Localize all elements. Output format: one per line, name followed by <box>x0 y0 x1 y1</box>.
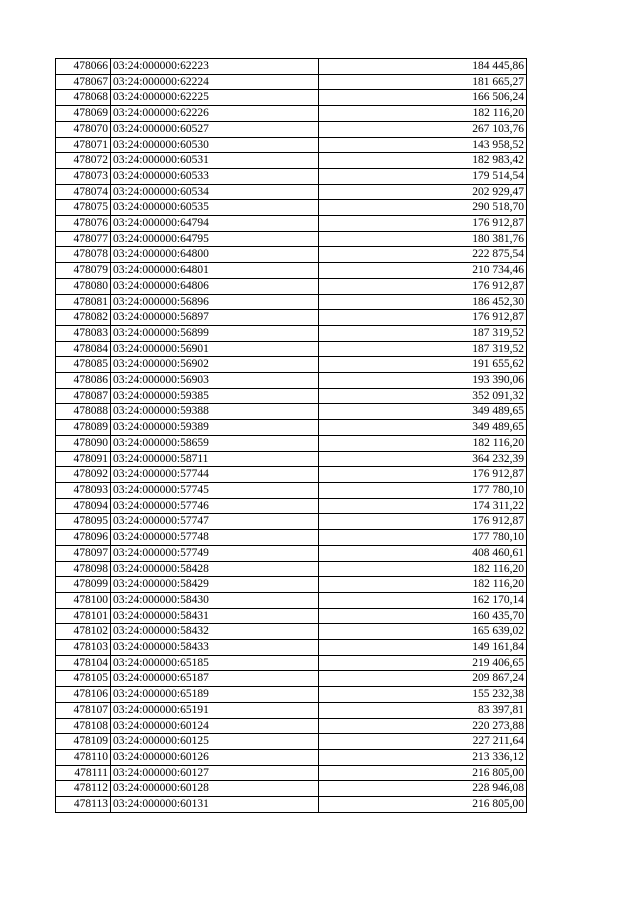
value-cell: 202 929,47 <box>319 184 527 200</box>
row-number-cell: 478110 <box>56 749 111 765</box>
row-number-cell: 478103 <box>56 640 111 656</box>
cadastral-number-cell: 03:24:000000:56896 <box>111 294 319 310</box>
table-row <box>56 74 527 90</box>
value-cell: 181 665,27 <box>319 74 527 90</box>
table-row <box>56 655 527 671</box>
table-row <box>56 247 527 263</box>
row-number-cell: 478101 <box>56 608 111 624</box>
cadastral-number-cell: 03:24:000000:60533 <box>111 168 319 184</box>
value-cell: 162 170,14 <box>319 592 527 608</box>
cadastral-number-cell: 03:24:000000:60124 <box>111 718 319 734</box>
row-number-cell: 478083 <box>56 325 111 341</box>
row-number-cell: 478086 <box>56 373 111 389</box>
row-number-cell: 478081 <box>56 294 111 310</box>
row-number-cell: 478078 <box>56 247 111 263</box>
table-row <box>56 514 527 530</box>
table-row <box>56 797 527 813</box>
table-row <box>56 137 527 153</box>
value-cell: 149 161,84 <box>319 640 527 656</box>
table-row <box>56 702 527 718</box>
value-cell: 176 912,87 <box>319 514 527 530</box>
value-cell: 227 211,64 <box>319 734 527 750</box>
cadastral-number-cell: 03:24:000000:60125 <box>111 734 319 750</box>
value-cell: 180 381,76 <box>319 231 527 247</box>
value-cell: 160 435,70 <box>319 608 527 624</box>
table-row <box>56 435 527 451</box>
cadastral-number-cell: 03:24:000000:60128 <box>111 781 319 797</box>
cadastral-number-cell: 03:24:000000:56901 <box>111 341 319 357</box>
value-cell: 349 489,65 <box>319 420 527 436</box>
table-row <box>56 263 527 279</box>
row-number-cell: 478070 <box>56 121 111 137</box>
row-number-cell: 478066 <box>56 59 111 75</box>
row-number-cell: 478113 <box>56 797 111 813</box>
row-number-cell: 478096 <box>56 530 111 546</box>
cadastral-number-cell: 03:24:000000:58433 <box>111 640 319 656</box>
cadastral-number-cell: 03:24:000000:60131 <box>111 797 319 813</box>
cadastral-number-cell: 03:24:000000:57749 <box>111 545 319 561</box>
table-row <box>56 310 527 326</box>
table-row <box>56 734 527 750</box>
table-row <box>56 718 527 734</box>
cadastral-number-cell: 03:24:000000:62224 <box>111 74 319 90</box>
table-row <box>56 294 527 310</box>
table-row <box>56 482 527 498</box>
table-row <box>56 592 527 608</box>
cadastral-number-cell: 03:24:000000:58430 <box>111 592 319 608</box>
table-row <box>56 278 527 294</box>
value-cell: 83 397,81 <box>319 702 527 718</box>
row-number-cell: 478084 <box>56 341 111 357</box>
cadastral-number-cell: 03:24:000000:60534 <box>111 184 319 200</box>
value-cell: 216 805,00 <box>319 797 527 813</box>
value-cell: 177 780,10 <box>319 530 527 546</box>
value-cell: 176 912,87 <box>319 310 527 326</box>
cadastral-number-cell: 03:24:000000:65191 <box>111 702 319 718</box>
cadastral-number-cell: 03:24:000000:57747 <box>111 514 319 530</box>
value-cell: 155 232,38 <box>319 687 527 703</box>
row-number-cell: 478087 <box>56 388 111 404</box>
table-row <box>56 498 527 514</box>
cadastral-number-cell: 03:24:000000:60527 <box>111 121 319 137</box>
row-number-cell: 478107 <box>56 702 111 718</box>
value-cell: 187 319,52 <box>319 325 527 341</box>
table-row <box>56 781 527 797</box>
cadastral-number-cell: 03:24:000000:58659 <box>111 435 319 451</box>
row-number-cell: 478077 <box>56 231 111 247</box>
cadastral-number-cell: 03:24:000000:64801 <box>111 263 319 279</box>
row-number-cell: 478098 <box>56 561 111 577</box>
row-number-cell: 478079 <box>56 263 111 279</box>
table-row <box>56 121 527 137</box>
table-row <box>56 624 527 640</box>
value-cell: 143 958,52 <box>319 137 527 153</box>
cadastral-number-cell: 03:24:000000:57748 <box>111 530 319 546</box>
cadastral-number-cell: 03:24:000000:56899 <box>111 325 319 341</box>
row-number-cell: 478071 <box>56 137 111 153</box>
cadastral-number-cell: 03:24:000000:64806 <box>111 278 319 294</box>
cadastral-number-cell: 03:24:000000:56903 <box>111 373 319 389</box>
value-cell: 182 116,20 <box>319 435 527 451</box>
cadastral-number-cell: 03:24:000000:60127 <box>111 765 319 781</box>
table-row <box>56 216 527 232</box>
cadastral-number-cell: 03:24:000000:57744 <box>111 467 319 483</box>
row-number-cell: 478069 <box>56 106 111 122</box>
table-row <box>56 341 527 357</box>
row-number-cell: 478097 <box>56 545 111 561</box>
value-cell: 176 912,87 <box>319 216 527 232</box>
value-cell: 228 946,08 <box>319 781 527 797</box>
cadastral-number-cell: 03:24:000000:62226 <box>111 106 319 122</box>
value-cell: 408 460,61 <box>319 545 527 561</box>
cadastral-number-cell: 03:24:000000:59385 <box>111 388 319 404</box>
row-number-cell: 478111 <box>56 765 111 781</box>
value-cell: 364 232,39 <box>319 451 527 467</box>
cadastral-number-cell: 03:24:000000:58432 <box>111 624 319 640</box>
value-cell: 210 734,46 <box>319 263 527 279</box>
row-number-cell: 478075 <box>56 200 111 216</box>
document-page <box>55 58 526 813</box>
row-number-cell: 478089 <box>56 420 111 436</box>
row-number-cell: 478108 <box>56 718 111 734</box>
table-row <box>56 749 527 765</box>
row-number-cell: 478090 <box>56 435 111 451</box>
row-number-cell: 478100 <box>56 592 111 608</box>
value-cell: 216 805,00 <box>319 765 527 781</box>
cadastral-number-cell: 03:24:000000:65189 <box>111 687 319 703</box>
row-number-cell: 478105 <box>56 671 111 687</box>
row-number-cell: 478109 <box>56 734 111 750</box>
cadastral-number-cell: 03:24:000000:58428 <box>111 561 319 577</box>
cadastral-number-cell: 03:24:000000:62223 <box>111 59 319 75</box>
table-row <box>56 106 527 122</box>
cadastral-number-cell: 03:24:000000:59388 <box>111 404 319 420</box>
table-row <box>56 404 527 420</box>
row-number-cell: 478099 <box>56 577 111 593</box>
data-table <box>55 58 527 813</box>
cadastral-number-cell: 03:24:000000:58429 <box>111 577 319 593</box>
table-row <box>56 765 527 781</box>
value-cell: 182 116,20 <box>319 561 527 577</box>
table-row <box>56 168 527 184</box>
row-number-cell: 478082 <box>56 310 111 326</box>
cadastral-number-cell: 03:24:000000:60530 <box>111 137 319 153</box>
table-row <box>56 325 527 341</box>
table-row <box>56 451 527 467</box>
table-row <box>56 687 527 703</box>
table-row <box>56 357 527 373</box>
table-row <box>56 231 527 247</box>
value-cell: 213 336,12 <box>319 749 527 765</box>
table-row <box>56 467 527 483</box>
table-row <box>56 608 527 624</box>
value-cell: 219 406,65 <box>319 655 527 671</box>
row-number-cell: 478112 <box>56 781 111 797</box>
value-cell: 176 912,87 <box>319 278 527 294</box>
table-row <box>56 388 527 404</box>
table-row <box>56 184 527 200</box>
row-number-cell: 478095 <box>56 514 111 530</box>
value-cell: 352 091,32 <box>319 388 527 404</box>
cadastral-number-cell: 03:24:000000:57746 <box>111 498 319 514</box>
table-body <box>56 59 527 813</box>
row-number-cell: 478092 <box>56 467 111 483</box>
value-cell: 182 116,20 <box>319 577 527 593</box>
cadastral-number-cell: 03:24:000000:57745 <box>111 482 319 498</box>
cadastral-number-cell: 03:24:000000:56902 <box>111 357 319 373</box>
table-row <box>56 545 527 561</box>
value-cell: 176 912,87 <box>319 467 527 483</box>
table-row <box>56 640 527 656</box>
row-number-cell: 478068 <box>56 90 111 106</box>
cadastral-number-cell: 03:24:000000:64795 <box>111 231 319 247</box>
row-number-cell: 478073 <box>56 168 111 184</box>
cadastral-number-cell: 03:24:000000:60531 <box>111 153 319 169</box>
row-number-cell: 478072 <box>56 153 111 169</box>
cadastral-number-cell: 03:24:000000:58431 <box>111 608 319 624</box>
row-number-cell: 478076 <box>56 216 111 232</box>
table-row <box>56 420 527 436</box>
cadastral-number-cell: 03:24:000000:65185 <box>111 655 319 671</box>
cadastral-number-cell: 03:24:000000:62225 <box>111 90 319 106</box>
value-cell: 179 514,54 <box>319 168 527 184</box>
table-row <box>56 90 527 106</box>
row-number-cell: 478074 <box>56 184 111 200</box>
value-cell: 191 655,62 <box>319 357 527 373</box>
value-cell: 166 506,24 <box>319 90 527 106</box>
value-cell: 220 273,88 <box>319 718 527 734</box>
value-cell: 222 875,54 <box>319 247 527 263</box>
cadastral-number-cell: 03:24:000000:64800 <box>111 247 319 263</box>
value-cell: 209 867,24 <box>319 671 527 687</box>
value-cell: 186 452,30 <box>319 294 527 310</box>
value-cell: 184 445,86 <box>319 59 527 75</box>
cadastral-number-cell: 03:24:000000:64794 <box>111 216 319 232</box>
table-row <box>56 561 527 577</box>
cadastral-number-cell: 03:24:000000:65187 <box>111 671 319 687</box>
value-cell: 193 390,06 <box>319 373 527 389</box>
value-cell: 165 639,02 <box>319 624 527 640</box>
row-number-cell: 478085 <box>56 357 111 373</box>
value-cell: 174 311,22 <box>319 498 527 514</box>
table-row <box>56 153 527 169</box>
value-cell: 182 983,42 <box>319 153 527 169</box>
row-number-cell: 478080 <box>56 278 111 294</box>
value-cell: 182 116,20 <box>319 106 527 122</box>
table-row <box>56 59 527 75</box>
table-row <box>56 373 527 389</box>
value-cell: 187 319,52 <box>319 341 527 357</box>
cadastral-number-cell: 03:24:000000:60126 <box>111 749 319 765</box>
cadastral-number-cell: 03:24:000000:60535 <box>111 200 319 216</box>
table-row <box>56 577 527 593</box>
row-number-cell: 478102 <box>56 624 111 640</box>
value-cell: 290 518,70 <box>319 200 527 216</box>
row-number-cell: 478091 <box>56 451 111 467</box>
value-cell: 267 103,76 <box>319 121 527 137</box>
cadastral-number-cell: 03:24:000000:58711 <box>111 451 319 467</box>
row-number-cell: 478104 <box>56 655 111 671</box>
cadastral-number-cell: 03:24:000000:56897 <box>111 310 319 326</box>
value-cell: 349 489,65 <box>319 404 527 420</box>
row-number-cell: 478088 <box>56 404 111 420</box>
table-row <box>56 530 527 546</box>
cadastral-number-cell: 03:24:000000:59389 <box>111 420 319 436</box>
table-row <box>56 200 527 216</box>
value-cell: 177 780,10 <box>319 482 527 498</box>
row-number-cell: 478106 <box>56 687 111 703</box>
table-row <box>56 671 527 687</box>
row-number-cell: 478093 <box>56 482 111 498</box>
row-number-cell: 478094 <box>56 498 111 514</box>
row-number-cell: 478067 <box>56 74 111 90</box>
